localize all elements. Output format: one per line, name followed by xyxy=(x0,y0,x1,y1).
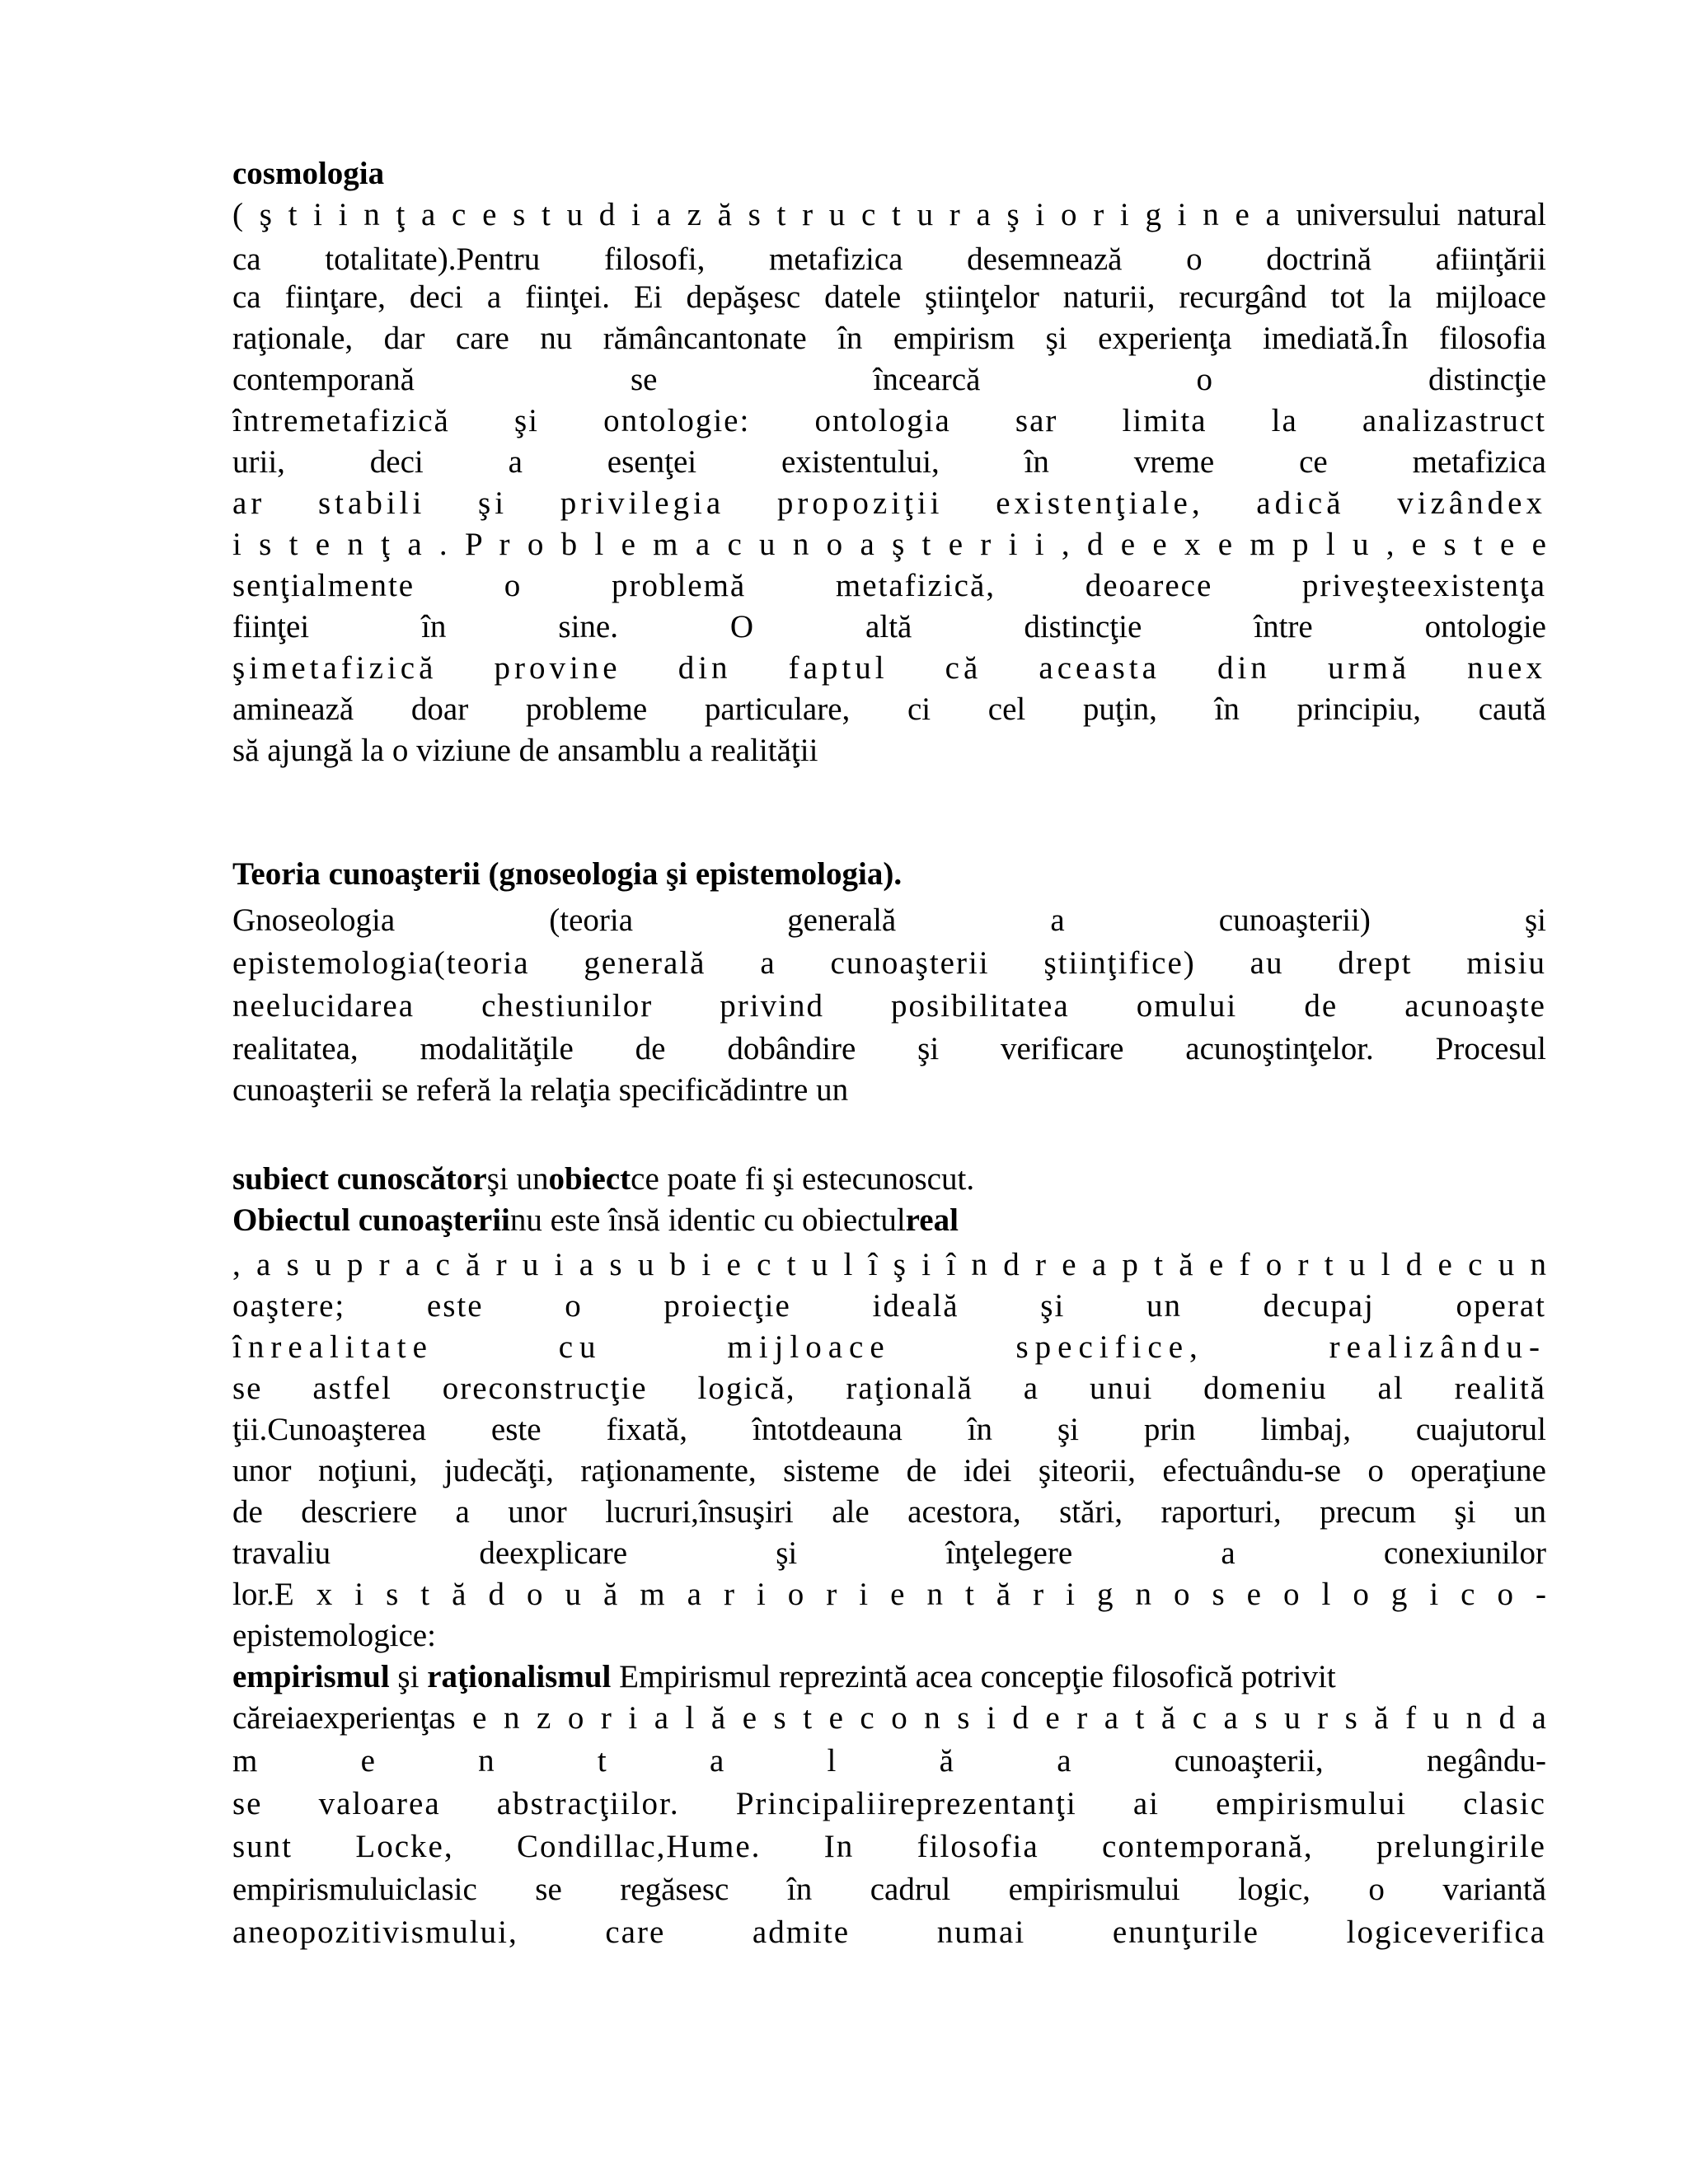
text-line: fiinţei în sine. O altă distincţie între ontologie xyxy=(232,609,1546,644)
text-line: sunt Locke, Condillac,Hume. In filosofia contemporană, prelungirile xyxy=(232,1829,1546,1864)
text-line: se astfel oreconstrucţie logică, raţională a unui domeniu al realită xyxy=(232,1371,1546,1406)
text-line: ca totalitate).Pentru filosofi, metafizica desemnează o doctrină afiinţării xyxy=(232,241,1546,277)
text-line: cunoaşterii se referă la relaţia specificădintre un xyxy=(232,1072,849,1108)
term-obiect: obiect xyxy=(548,1161,631,1197)
text-line: raţionale, dar care nu rămâncantonate în empirism şi experienţa imediată.În filosofia xyxy=(232,321,1546,356)
text-line: ar stabili şi privilegia propoziţii existenţiale, adică vizândex xyxy=(232,485,1546,521)
text-line: neelucidarea chestiunilor privind posibilitatea omului de acunoaşte xyxy=(232,988,1546,1024)
text-fragment: şi un xyxy=(486,1161,549,1197)
term-real: real xyxy=(905,1202,959,1238)
text-fragment: ce poate fi şi estecunoscut. xyxy=(631,1161,975,1197)
text-line: unor noţiuni, judecăţi, raţionamente, sisteme de idei şiteorii, efectuându-se o operaţiune xyxy=(232,1453,1546,1488)
text-line: se valoarea abstracţiilor. Principaliireprezentanţi ai empirismului clasic xyxy=(232,1786,1546,1821)
text-line: ca fiinţare, deci a fiinţei. Ei depăşesc datele ştiinţelor naturii, recurgând tot la mijloace xyxy=(232,279,1546,315)
text-line-obiectul xyxy=(232,1200,1546,1241)
text-line: de descriere a unor lucruri,însuşiri ale acestora, stări, raporturi, precum şi un xyxy=(232,1494,1546,1530)
text-line: lor.E x i s t ă d o u ă m a r i o r i e n t ă r i g n o s e o l o g i c o - xyxy=(232,1577,1546,1612)
text-line: întremetafizică şi ontologie: ontologia sar limita la analizastruct xyxy=(232,403,1546,438)
text-line: m e n t a l ă a cunoaşterii, negându- xyxy=(232,1743,1546,1779)
text-line: şimetafizică provine din faptul că aceasta din urmă nuex xyxy=(232,650,1546,686)
term-subiect-cunoscator: subiect cunoscător xyxy=(232,1161,487,1197)
text-line-empirismul xyxy=(232,1657,1546,1698)
term-rationalismul: raţionalismul xyxy=(427,1659,612,1694)
text-line: ţii.Cunoaşterea este fixată, întotdeauna în şi prin limbaj, cuajutorul xyxy=(232,1412,1546,1447)
text-fragment: şi xyxy=(389,1659,428,1694)
text-line: senţialmente o problemă metafizică, deoarece priveşteexistenţa xyxy=(232,568,1546,603)
text-line: epistemologia(teoria generală a cunoaşterii ştiinţifice) au drept misiu xyxy=(232,945,1546,981)
text-line: realitatea, modalităţile de dobândire şi verificare acunoştinţelor. Procesul xyxy=(232,1031,1546,1066)
text-line: amineazǎ doar probleme particulare, ci cel puţin, în principiu, caută xyxy=(232,691,1546,727)
text-line: ( ş t i i n ţ a c e s t u d i a z ă s t r u c t u r a ş i o r i g i n e a universului natural xyxy=(232,197,1546,232)
text-line: urii, deci a esenţei existentului, în vreme ce metafizica xyxy=(232,444,1546,480)
text-line: , a s u p r a c ă r u i a s u b i e c t u l î ş i î n d r e a p t ă e f o r t u l d e c u n xyxy=(232,1247,1546,1282)
text-line: aneopozitivismului, care admite numai enunţurile logiceverifica xyxy=(232,1915,1546,1950)
heading-cosmologia: cosmologia xyxy=(232,156,385,191)
text-line: Gnoseologia (teoria generală a cunoaşterii) şi xyxy=(232,902,1546,938)
term-empirismul: empirismul xyxy=(232,1659,390,1694)
term-obiectul-cunoasterii: Obiectul cunoaşterii xyxy=(232,1202,510,1238)
text-line: căreiaexperienţas e n z o r i a l ă e s t e c o n s i d e r a t ă c a s u r s ă f u n d a xyxy=(232,1700,1546,1736)
text-line: să ajungă la o viziune de ansamblu a realităţii xyxy=(232,733,818,768)
text-line: travaliu deexplicare şi înţelegere a conexiunilor xyxy=(232,1535,1546,1571)
text-fragment: nu este însă identic cu obiectul xyxy=(509,1202,906,1238)
text-fragment: Empirismul reprezintă acea concepţie filosofică potrivit xyxy=(611,1659,1336,1694)
text-line: i s t e n ţ a . P r o b l e m a c u n o a ş t e r i i , d e e x e m p l u , e s t e e xyxy=(232,527,1546,562)
text-line: empirismuluiclasic se regăsesc în cadrul empirismului logic, o variantă xyxy=(232,1872,1546,1907)
text-line: oaştere; este o proiecţie ideală şi un decupaj operat xyxy=(232,1288,1546,1324)
text-line-subiect xyxy=(232,1159,1546,1200)
text-line: epistemologice: xyxy=(232,1618,436,1653)
text-line: înrealitate cu mijloace specifice, realizându- xyxy=(232,1329,1546,1365)
text-line: contemporană se încearcă o distincţie xyxy=(232,362,1546,397)
heading-teoria-cunoasterii: Teoria cunoaşterii (gnoseologia şi epistemologia). xyxy=(232,856,903,892)
